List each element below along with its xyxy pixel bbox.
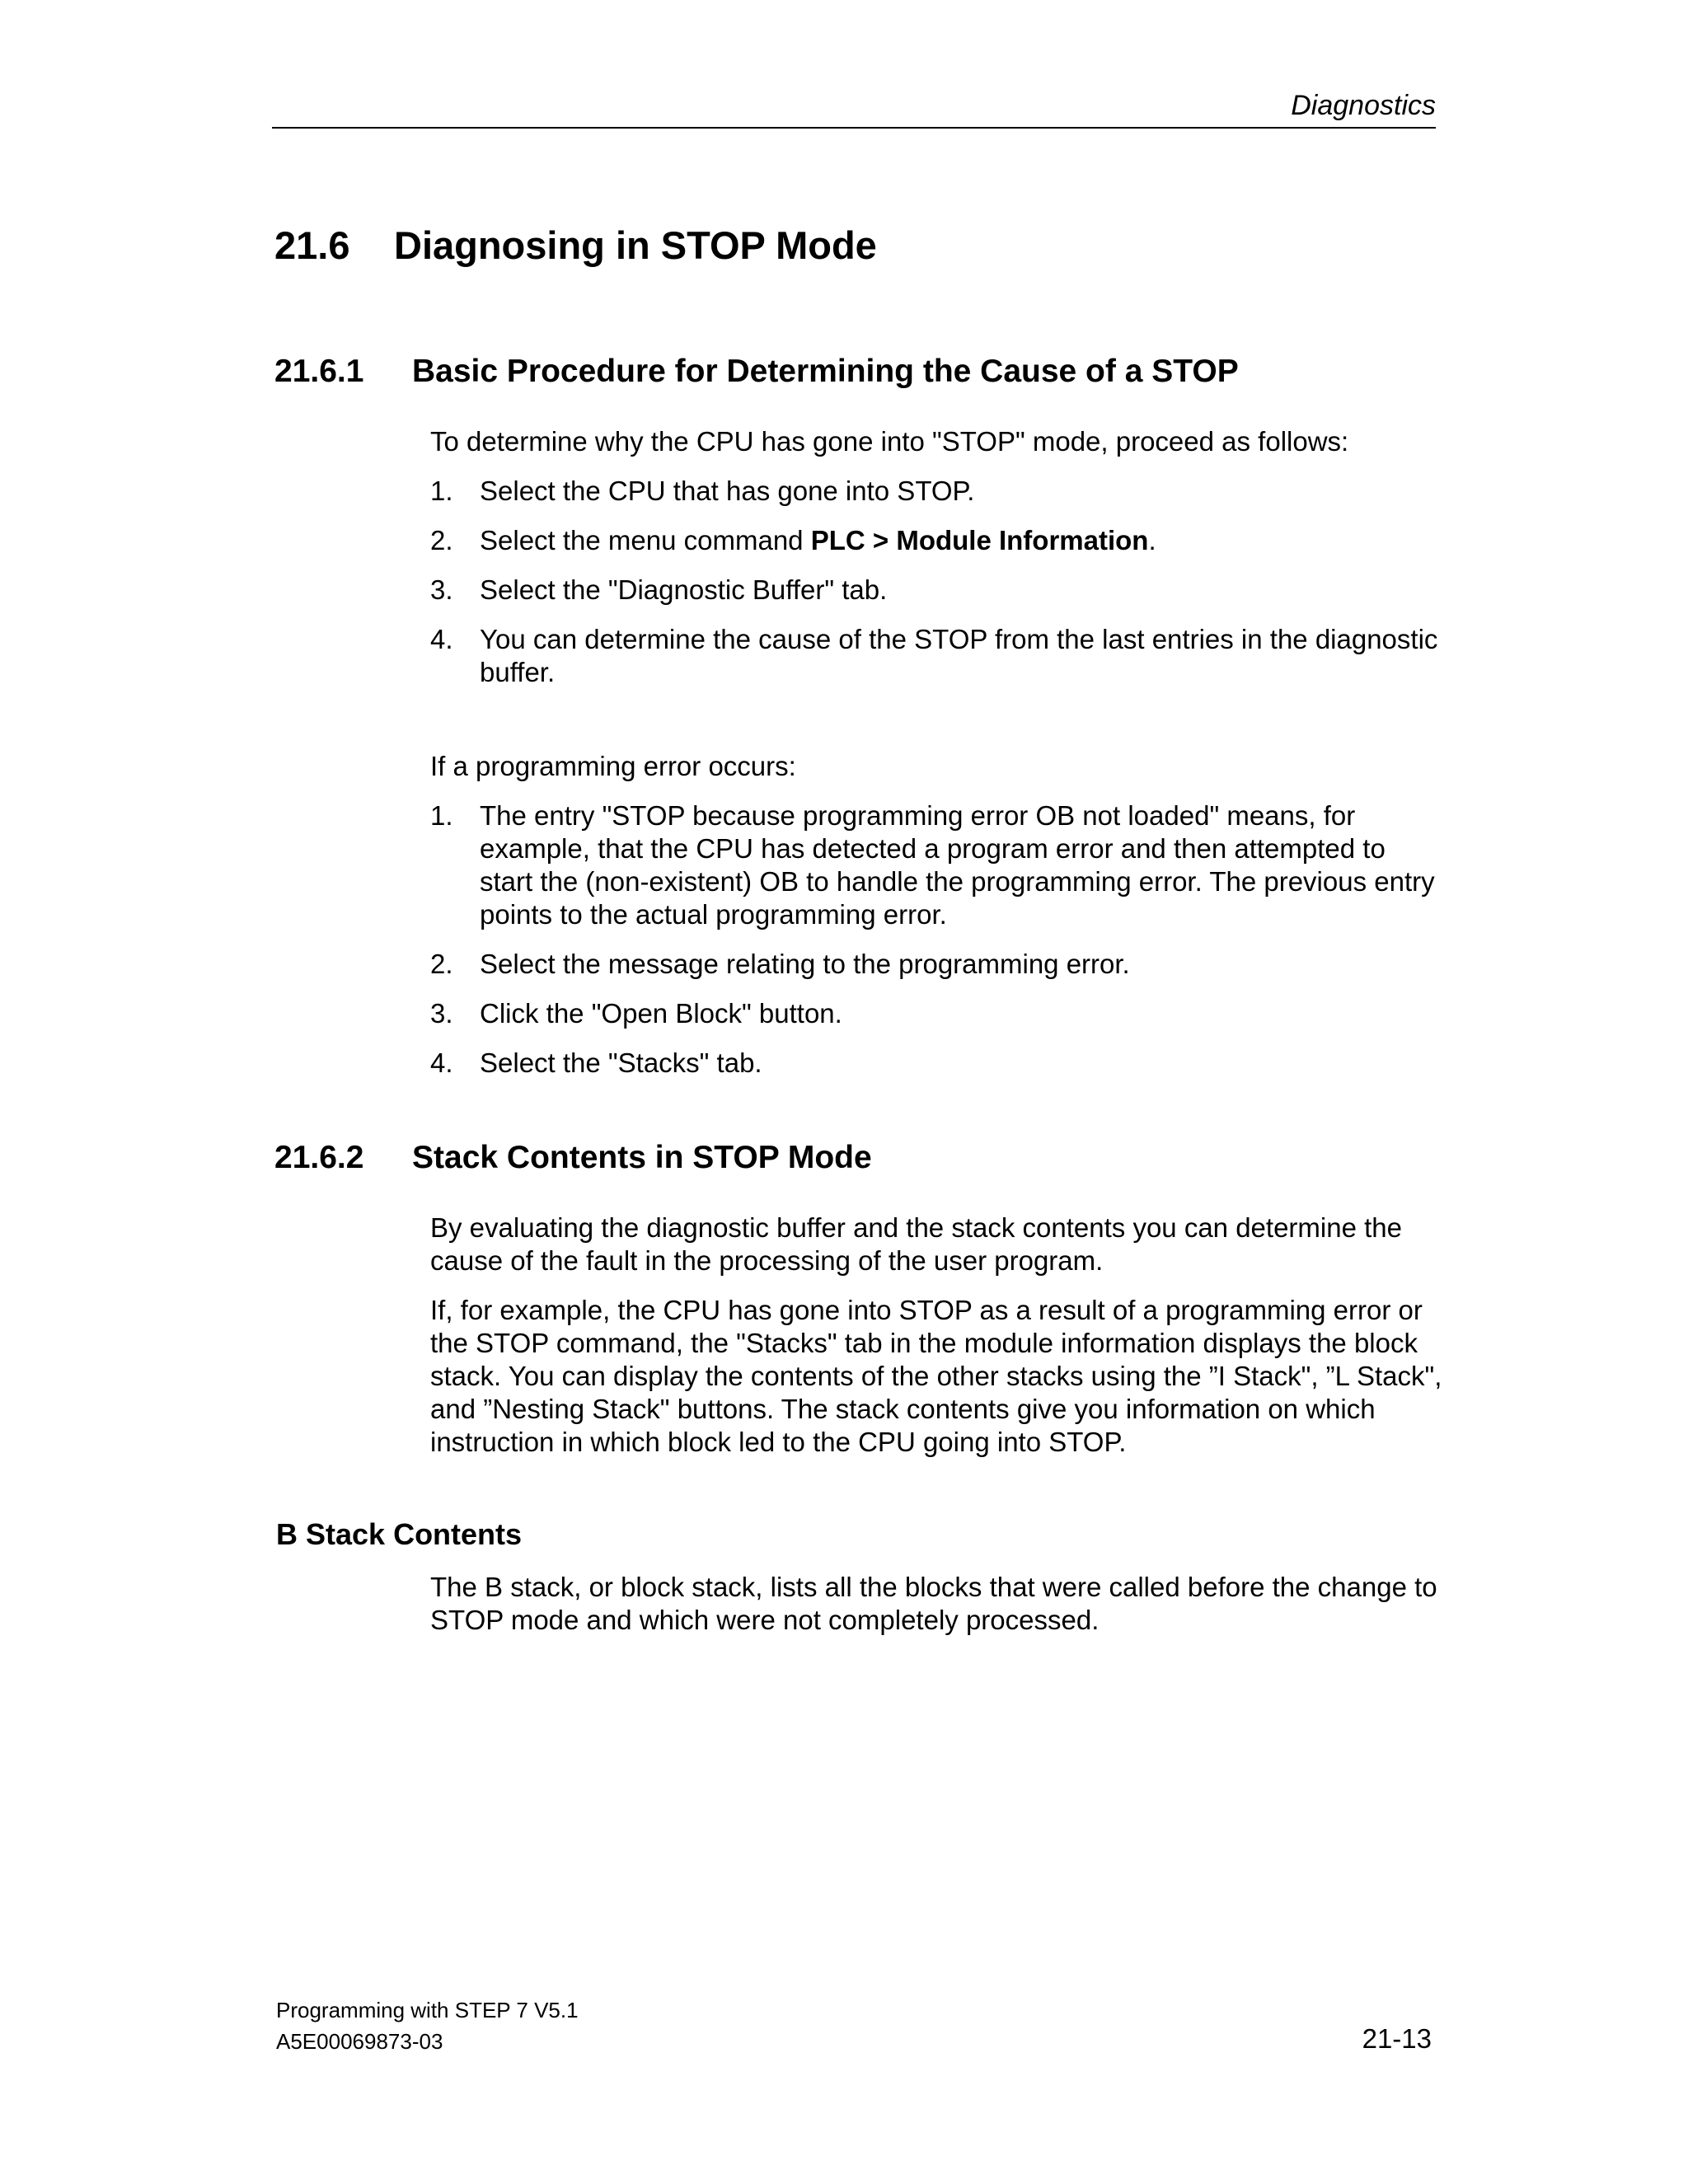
b-stack-heading: B Stack Contents xyxy=(276,1517,523,1551)
header-rule xyxy=(272,127,1436,129)
list-marker: 4. xyxy=(430,1047,453,1078)
procedure-steps xyxy=(430,475,1444,689)
subsection-1-heading xyxy=(274,353,1239,391)
b-stack-block xyxy=(430,1571,1444,1653)
error-steps xyxy=(430,799,1444,1080)
list-item xyxy=(430,475,1444,508)
list-marker: 3. xyxy=(430,998,453,1029)
list-item-text-suffix: . xyxy=(1148,525,1156,555)
page-number: 21-13 xyxy=(1362,2023,1432,2054)
error-procedure-block xyxy=(430,750,1444,1096)
procedure-block xyxy=(430,425,1444,705)
footer-doc-number: A5E00069873-03 xyxy=(276,2029,443,2054)
list-item xyxy=(430,948,1444,981)
list-item-text: Select the CPU that has gone into STOP. xyxy=(480,476,975,506)
list-item xyxy=(430,623,1444,689)
list-marker: 2. xyxy=(430,949,453,979)
list-item xyxy=(430,1047,1444,1080)
list-item-text: Select the message relating to the programming error. xyxy=(480,949,1130,979)
list-marker: 1. xyxy=(430,476,453,506)
paragraph: The B stack, or block stack, lists all the blocks that were called before the change to STOP mode and which were not completely processed. xyxy=(430,1572,1437,1635)
list-item-text: Click the "Open Block" button. xyxy=(480,998,842,1029)
footer-doc-title: Programming with STEP 7 V5.1 xyxy=(276,1998,579,2022)
list-item-text: Select the "Diagnostic Buffer" tab. xyxy=(480,574,888,605)
procedure-intro: To determine why the CPU has gone into "STOP" mode, proceed as follows: xyxy=(430,426,1349,457)
subsection-2-number: 21.6.2 xyxy=(274,1140,364,1175)
section-number: 21.6 xyxy=(274,223,350,267)
list-item xyxy=(430,524,1444,557)
list-item-text-prefix: Select the menu command xyxy=(480,525,811,555)
list-marker: 1. xyxy=(430,800,453,831)
list-item-text: You can determine the cause of the STOP from the last entries in the diagnostic buffer. xyxy=(480,624,1438,687)
section-heading xyxy=(274,223,877,269)
paragraph: If, for example, the CPU has gone into STOP as a result of a programming error or the STOP command, the "Stacks" tab in the module information displays the block stack. You can display the contents of the other stacks using the ”I Stack", ”L Stack", and ”Nesting Stack" buttons. The stack contents give you information on which instruction in which block led to the CPU going into STOP. xyxy=(430,1295,1442,1457)
list-item-text: Select the "Stacks" tab. xyxy=(480,1047,762,1078)
list-item xyxy=(430,997,1444,1030)
menu-command: PLC > Module Information xyxy=(810,525,1149,555)
list-item xyxy=(430,799,1444,931)
list-marker: 4. xyxy=(430,624,453,654)
list-item-text: The entry "STOP because programming error OB not loaded" means, for example, that the CPU has detected a program error and then attempted to start the (non-existent) OB to handle the programming error. The previous entry points to the actual programming error. xyxy=(480,800,1435,930)
list-marker: 2. xyxy=(430,525,453,555)
section-title: Diagnosing in STOP Mode xyxy=(394,223,877,267)
subsection-2-title: Stack Contents in STOP Mode xyxy=(412,1140,872,1175)
list-marker: 3. xyxy=(430,574,453,605)
subsection-1-number: 21.6.1 xyxy=(274,354,364,389)
paragraph: By evaluating the diagnostic buffer and the stack contents you can determine the cause of the fault in the processing of the user program. xyxy=(430,1212,1402,1276)
running-header: Diagnostics xyxy=(1291,90,1436,121)
subsection-1-title: Basic Procedure for Determining the Cause of a STOP xyxy=(412,354,1239,389)
error-intro: If a programming error occurs: xyxy=(430,751,796,781)
subsection-2-heading xyxy=(274,1139,872,1177)
list-item xyxy=(430,574,1444,607)
footer-document-info xyxy=(276,1994,579,2057)
stack-contents-block xyxy=(430,1212,1444,1475)
